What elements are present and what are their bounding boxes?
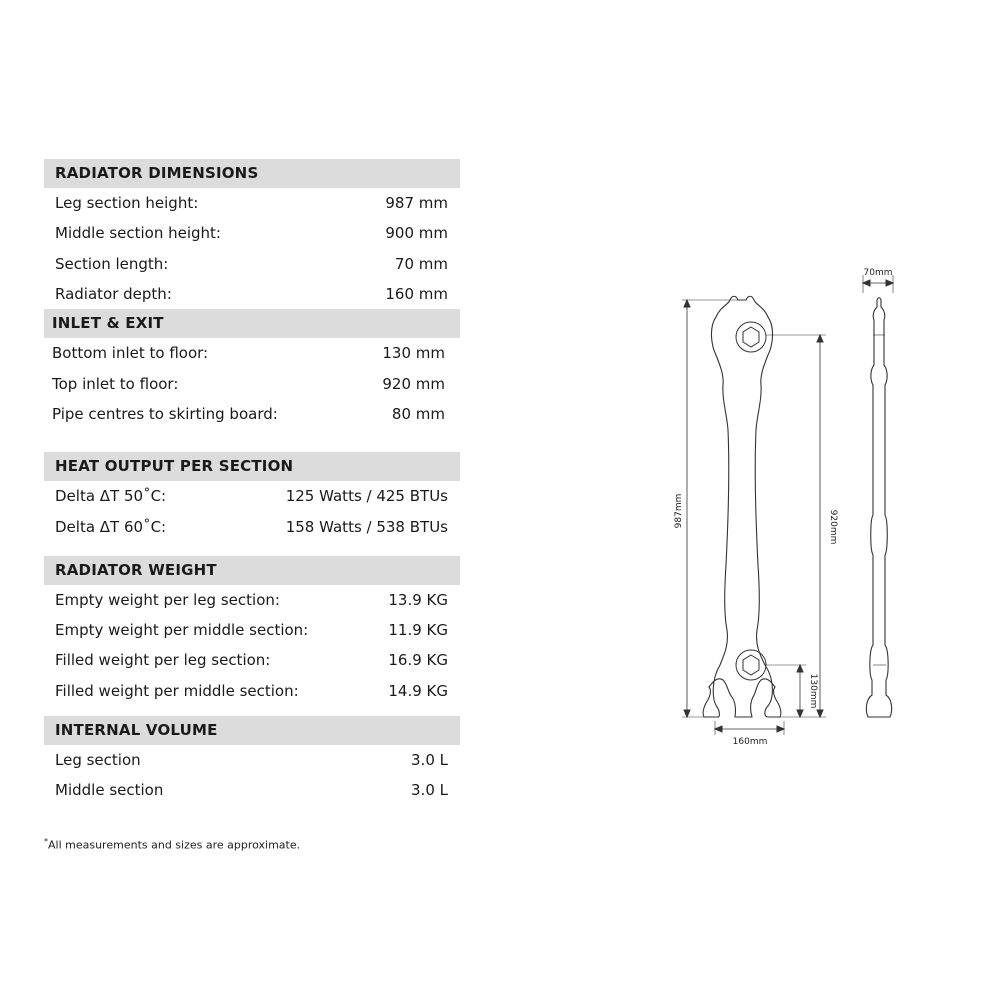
spec-label: Leg section	[55, 751, 141, 769]
top-inlet-hex	[743, 327, 759, 347]
spec-row	[44, 368, 460, 398]
spec-row	[44, 249, 460, 279]
spec-label: Radiator depth:	[55, 285, 172, 304]
height-dim-label: 987mm	[674, 493, 684, 529]
spec-label: Empty weight per middle section:	[55, 621, 309, 640]
spec-label: Filled weight per leg section:	[55, 651, 271, 670]
section-header: RADIATOR DIMENSIONS	[44, 159, 460, 188]
spec-label: Pipe centres to skirting board:	[52, 404, 278, 423]
spec-label: Leg section height:	[55, 194, 199, 213]
spec-value: 987 mm	[385, 194, 448, 213]
spec-value: 130 mm	[382, 344, 445, 363]
bottom-inlet-hex	[743, 655, 759, 675]
section-inlet-exit	[44, 309, 460, 429]
inlet-bottom-dim-label: 130mm	[808, 673, 818, 709]
spec-value: 80 mm	[391, 404, 445, 423]
spec-label: Section length:	[55, 254, 169, 273]
footnote-text: All measurements and sizes are approximate.	[48, 838, 301, 852]
length-dim-label: 70mm	[863, 268, 893, 278]
spec-value: 920 mm	[382, 374, 445, 393]
spec-row	[44, 775, 460, 805]
spec-value: 900 mm	[385, 224, 448, 243]
spec-row	[44, 188, 460, 218]
section-header: HEAT OUTPUT PER SECTION	[44, 452, 460, 481]
spec-value: 160 mm	[385, 285, 448, 304]
spec-row	[44, 279, 460, 309]
spec-value: 16.9 KG	[388, 651, 448, 670]
spec-value: 11.9 KG	[388, 621, 448, 640]
section-header: RADIATOR WEIGHT	[44, 556, 460, 585]
spec-label: Delta ΔT 50˚C:	[55, 487, 167, 506]
spec-row	[44, 338, 460, 368]
radiator-side-outline	[866, 298, 891, 717]
section-header: INLET & EXIT	[44, 309, 460, 338]
section-radiator-weight	[44, 556, 460, 706]
spec-label: Empty weight per leg section:	[55, 590, 280, 609]
spec-row	[44, 585, 460, 615]
spec-row	[44, 481, 460, 511]
spec-row	[44, 676, 460, 706]
footnote	[44, 837, 300, 852]
section-header: INTERNAL VOLUME	[44, 716, 460, 745]
depth-dim-label: 160mm	[732, 737, 768, 747]
radiator-drawing	[660, 255, 950, 755]
spec-value: 3.0 L	[411, 751, 448, 769]
spec-row	[44, 399, 460, 429]
spec-row	[44, 645, 460, 675]
spec-label: Middle section	[55, 781, 164, 800]
spec-label: Top inlet to floor:	[52, 374, 179, 393]
inlet-top-dim-label: 920mm	[828, 509, 838, 545]
spec-value: 14.9 KG	[388, 681, 448, 700]
spec-row	[44, 615, 460, 645]
spec-label: Middle section height:	[55, 224, 221, 243]
spec-value: 13.9 KG	[388, 590, 448, 609]
spec-row	[44, 745, 460, 775]
spec-row	[44, 218, 460, 248]
spec-value: 70 mm	[394, 254, 448, 273]
section-internal-volume	[44, 716, 460, 806]
spec-value: 125 Watts / 425 BTUs	[285, 487, 448, 506]
footnote-marker: *	[44, 837, 48, 846]
spec-row	[44, 511, 460, 541]
spec-label: Filled weight per middle section:	[55, 681, 299, 700]
spec-table	[44, 159, 460, 805]
spec-value: 158 Watts / 538 BTUs	[285, 517, 448, 536]
spec-label: Bottom inlet to floor:	[52, 344, 209, 363]
section-radiator-dimensions	[44, 159, 460, 309]
section-heat-output	[44, 452, 460, 542]
spec-label: Delta ΔT 60˚C:	[55, 517, 167, 536]
spec-value: 3.0 L	[411, 781, 448, 800]
radiator-front-outline	[703, 296, 781, 717]
